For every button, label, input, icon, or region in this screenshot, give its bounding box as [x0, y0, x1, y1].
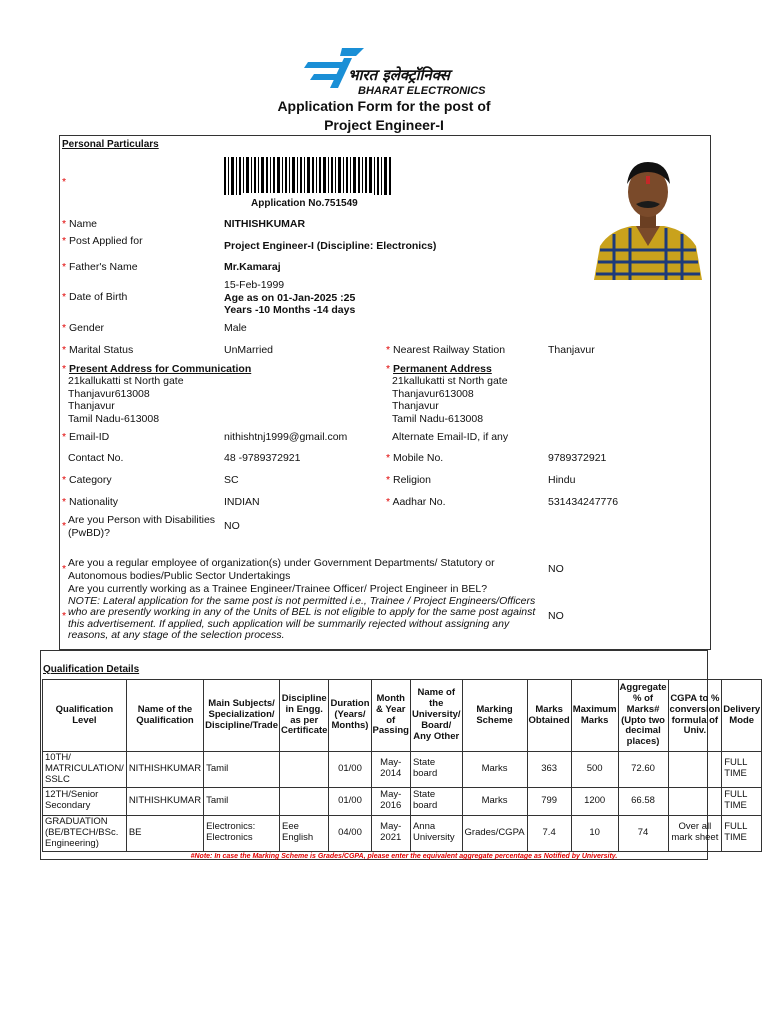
qualification-table — [42, 679, 762, 852]
table-cell: Anna University — [410, 815, 462, 851]
table-row — [43, 815, 762, 851]
table-cell: 799 — [527, 787, 571, 815]
gender-value: Male — [224, 322, 247, 334]
email-label: * Email-ID — [62, 431, 110, 443]
marital-status-label: * Marital Status — [62, 344, 134, 356]
category-label: * Category — [62, 474, 112, 486]
marital-status-value: UnMarried — [224, 344, 274, 356]
table-cell: 72.60 — [618, 752, 668, 788]
required-marker: * — [62, 176, 67, 188]
gender-label: * Gender — [62, 322, 105, 334]
age-line-1: Age as on 01-Jan-2025 :25 — [224, 292, 356, 304]
railway-station-label: * Nearest Railway Station — [386, 344, 506, 356]
nationality-value: INDIAN — [224, 496, 260, 508]
table-cell: May-2016 — [371, 787, 410, 815]
religion-value: Hindu — [548, 474, 576, 486]
table-cell: State board — [410, 787, 462, 815]
alt-email-label: Alternate Email-ID, if any — [392, 431, 509, 443]
table-cell: 01/00 — [329, 752, 371, 788]
table-cell: Tamil — [204, 787, 280, 815]
father-name-value: Mr.Kamaraj — [224, 261, 281, 273]
table-cell: NITHISHKUMAR — [126, 752, 203, 788]
table-cell — [668, 752, 722, 788]
category-value: SC — [224, 474, 239, 486]
col-header: Aggregate % of Marks# (Upto two decimal places) — [618, 680, 668, 752]
table-cell: Over all mark sheet — [668, 815, 722, 851]
table-cell: Eee English — [279, 815, 328, 851]
religion-label: * Religion — [386, 474, 431, 486]
railway-station-value: Thanjavur — [548, 344, 595, 356]
table-row — [43, 752, 762, 788]
table-cell: 01/00 — [329, 787, 371, 815]
name-label: * Name — [62, 218, 98, 230]
permanent-address-label: * Permanent Address — [386, 363, 492, 375]
email-value: nithishtnj1999@gmail.com — [224, 431, 348, 443]
permanent-address-line: 21kallukatti st North gate — [392, 375, 508, 387]
present-address — [68, 375, 184, 425]
col-header: Qualification Level — [43, 680, 127, 752]
barcode-icon — [222, 157, 392, 201]
table-cell: 500 — [571, 752, 618, 788]
dob-value: 15-Feb-1999 — [224, 279, 285, 291]
col-header: Maximum Marks — [571, 680, 618, 752]
govt-employee-label: Are you a regular employee of organization(s) under Government Departments/ Statutory or Autonomous bodies/Public Sector Undertakings — [68, 557, 495, 582]
col-header: Duration (Years/ Months) — [329, 680, 371, 752]
col-header: CGPA to % conversion formula of Univ. — [668, 680, 722, 752]
table-cell: 1200 — [571, 787, 618, 815]
col-header: Marks Obtained — [527, 680, 571, 752]
table-cell: 04/00 — [329, 815, 371, 851]
pwbd-value: NO — [224, 520, 240, 532]
table-row — [43, 787, 762, 815]
col-header: Discipline in Engg. as per Certificate — [279, 680, 328, 752]
table-cell: FULL TIME — [722, 787, 762, 815]
table-cell: FULL TIME — [722, 815, 762, 851]
pwbd-label: Are you Person with Disabilities (PwBD)? — [68, 514, 216, 539]
contact-value: 48 -9789372921 — [224, 452, 301, 464]
table-cell: May-2014 — [371, 752, 410, 788]
form-title: Application Form for the post of — [277, 98, 491, 114]
grading-note: #Note: In case the Marking Scheme is Grades/CGPA, please enter the equivalent aggregate percentage as Notified by University. — [190, 853, 618, 860]
table-cell: Grades/CGPA — [462, 815, 527, 851]
table-cell: State board — [410, 752, 462, 788]
table-cell — [668, 787, 722, 815]
table-cell: GRADUATION (BE/BTECH/BSc. Engineering) — [43, 815, 127, 851]
applicant-photo — [590, 154, 706, 280]
table-cell: Tamil — [204, 752, 280, 788]
table-cell: NITHISHKUMAR — [126, 787, 203, 815]
application-number: Application No.751549 — [251, 198, 358, 209]
col-header: Name of the University/ Board/ Any Other — [410, 680, 462, 752]
permanent-address-line: Thanjavur — [392, 400, 439, 412]
logo-hindi-text: भारत इलेक्ट्रॉनिक्स — [348, 66, 450, 84]
name-value: NITHISHKUMAR — [224, 218, 306, 230]
present-address-label: * Present Address for Communication — [62, 363, 252, 375]
aadhar-value: 531434247776 — [548, 496, 619, 508]
present-address-line: Thanjavur — [68, 400, 115, 412]
nationality-label: * Nationality — [62, 496, 119, 508]
personal-particulars-heading: Personal Particulars — [62, 139, 159, 150]
table-cell: 74 — [618, 815, 668, 851]
table-cell: Marks — [462, 787, 527, 815]
post-value: Project Engineer-I (Discipline: Electronics) — [224, 240, 437, 252]
table-cell: Marks — [462, 752, 527, 788]
govt-employee-value: NO — [548, 563, 564, 575]
permanent-address-line: Thanjavur613008 — [392, 387, 474, 400]
qualification-heading: Qualification Details — [43, 664, 140, 675]
table-cell: 7.4 — [527, 815, 571, 851]
form-post-title: Project Engineer-I — [324, 117, 444, 133]
mobile-label: * Mobile No. — [386, 452, 444, 464]
present-address-line: Thanjavur613008 — [68, 387, 150, 400]
table-cell: May-2021 — [371, 815, 410, 851]
permanent-address-line: Tamil Nadu-613008 — [392, 412, 484, 425]
table-cell: 10 — [571, 815, 618, 851]
table-cell: FULL TIME — [722, 752, 762, 788]
required-marker: * — [62, 563, 67, 575]
bel-employee-value: NO — [548, 610, 564, 622]
bel-employee-label: Are you currently working as a Trainee Engineer/Trainee Officer/ Project Engineer in BEL? NOTE: Lateral application for the same post is not permitted i.e., Trainee / Project Engineers/Officers who are presently working in any of the Units of BEL is not eligible to apply for the same post against this advertisement. If applied, such application will be summarily rejected without assigning any reasons, at any stage of the selection process. — [68, 583, 536, 642]
dob-label: * Date of Birth — [62, 291, 128, 303]
table-header-row — [43, 680, 762, 752]
table-cell — [279, 787, 328, 815]
aadhar-label: * Aadhar No. — [386, 496, 446, 508]
table-cell: Electronics: Electronics — [204, 815, 280, 851]
post-label: * Post Applied for — [62, 235, 143, 247]
required-marker: * — [62, 520, 67, 532]
table-cell: 10TH/ MATRICULATION/ SSLC — [43, 752, 127, 788]
table-cell: 66.58 — [618, 787, 668, 815]
col-header: Name of the Qualification — [126, 680, 203, 752]
table-cell: 12TH/Senior Secondary — [43, 787, 127, 815]
mobile-value: 9789372921 — [548, 452, 607, 464]
bel-logo-icon — [300, 44, 490, 100]
permanent-address — [392, 375, 508, 425]
logo-english-text: BHARAT ELECTRONICS — [358, 85, 486, 97]
col-header: Main Subjects/ Specialization/ Discipline/Trade — [204, 680, 280, 752]
col-header: Delivery Mode — [722, 680, 762, 752]
present-address-line: 21kallukatti st North gate — [68, 375, 184, 387]
contact-label: Contact No. — [68, 452, 124, 464]
required-marker: * — [62, 610, 67, 622]
table-cell: 363 — [527, 752, 571, 788]
table-cell — [279, 752, 328, 788]
col-header: Marking Scheme — [462, 680, 527, 752]
father-name-label: * Father's Name — [62, 261, 138, 273]
present-address-line: Tamil Nadu-613008 — [68, 412, 160, 425]
table-cell: BE — [126, 815, 203, 851]
age-line-2: Years -10 Months -14 days — [224, 304, 356, 316]
col-header: Month & Year of Passing — [371, 680, 410, 752]
